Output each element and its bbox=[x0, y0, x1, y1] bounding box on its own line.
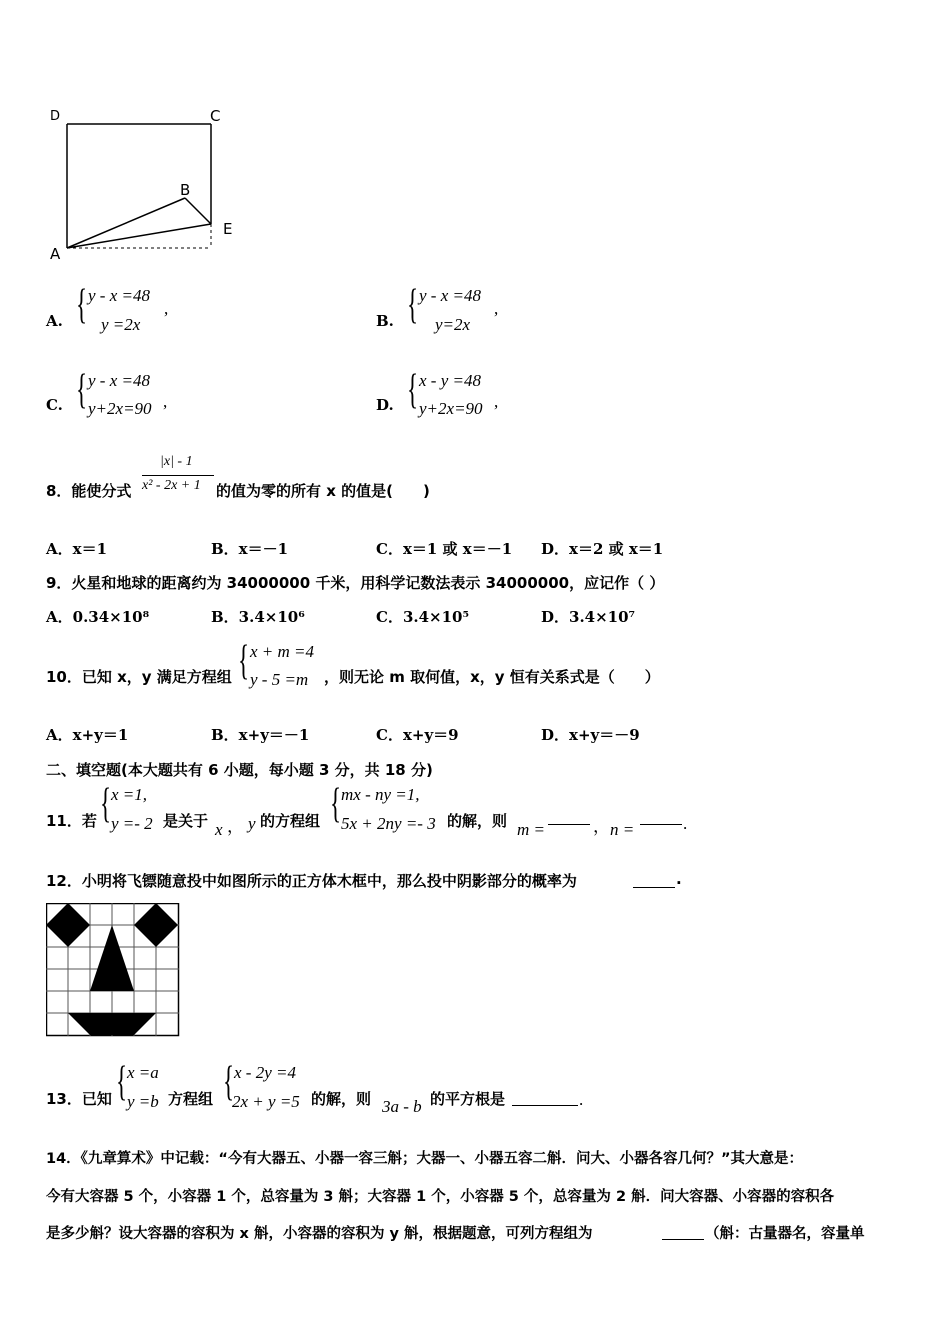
text-q7-D-tail: , bbox=[494, 392, 499, 411]
system-brace: { bbox=[330, 781, 342, 827]
q9-option-a: A．0.34×10⁸ bbox=[46, 608, 150, 626]
label-b: B bbox=[180, 181, 191, 199]
fraction-denominator: x² - 2x + 1 bbox=[142, 478, 201, 493]
text-q13-mid: 方程组 bbox=[168, 1090, 214, 1108]
text-q8-suffix: 的值为零的所有 x 的值是( ) bbox=[216, 482, 430, 500]
text-q10-suffix: ，则无论 m 取何值，x，y 恒有关系式是（ ） bbox=[324, 668, 660, 686]
answer-blank-13[interactable] bbox=[512, 1103, 578, 1106]
text-q7-C-eq1: y - x =48 bbox=[88, 371, 150, 390]
fraction-numerator: |x| - 1 bbox=[160, 454, 193, 469]
text-q7-D-label: D. bbox=[376, 396, 394, 414]
q9-option-b: B．3.4×10⁶ bbox=[211, 608, 305, 626]
text-q11-var-y: y bbox=[248, 814, 256, 833]
text-q14-line2: 今有大容器 5 个，小容器 1 个，总容量为 3 斛；大容器 1 个，小容器 5 个，总容量为 2 斛．问大容器、小容器的容积各 bbox=[46, 1189, 835, 1205]
q8-option-a: A．x＝1 bbox=[46, 540, 108, 558]
label-e: E bbox=[223, 220, 233, 238]
text-q13-expr: 3a - b bbox=[382, 1097, 422, 1116]
text-q11-m-eq: m = bbox=[517, 820, 545, 839]
text-q9-text: 9．火星和地球的距离约为 34000000 千米，用科学记数法表示 34000000，应记作（ ） bbox=[46, 574, 665, 592]
system-brace: { bbox=[76, 367, 88, 413]
text-q13-sys1-eq2: y =b bbox=[127, 1092, 159, 1111]
system-brace: { bbox=[407, 367, 419, 413]
text-q7-A-tail: , bbox=[164, 299, 169, 318]
text-q11-sys2-eq1: mx - ny =1, bbox=[341, 785, 420, 804]
text-q7-A-eq1: y - x =48 bbox=[88, 286, 150, 305]
text-q12-text: 12．小明将飞镖随意投中如图所示的正方体木框中，那么投中阴影部分的概率为 bbox=[46, 872, 577, 890]
q10-option-a: A．x+y＝1 bbox=[46, 726, 129, 744]
text-q14-line3a: 是多少斛？设大容器的容积为 x 斛，小容器的容积为 y 斛，根据题意，可列方程组为 bbox=[46, 1226, 593, 1242]
system-brace: { bbox=[407, 282, 419, 328]
text-q7-B-label: B. bbox=[376, 312, 394, 330]
system-brace: { bbox=[100, 781, 112, 827]
fraction-bar bbox=[142, 475, 214, 476]
geometry-figure bbox=[40, 105, 250, 270]
text-q13-mid2: 的解，则 bbox=[311, 1090, 372, 1108]
text-q11-mid: 是关于 bbox=[163, 812, 209, 830]
text-q14-line1: 14．《九章算术》中记载：“今有大器五、小器一容三斛；大器一、小器五容二斛．问大、小器各容几何？”其大意是： bbox=[46, 1151, 803, 1167]
q8-option-c: C．x＝1 或 x＝－1 bbox=[376, 540, 513, 558]
label-c: C bbox=[210, 107, 221, 125]
text-q11-comma: ， bbox=[227, 817, 244, 836]
text-q8-prefix: 8．能使分式 bbox=[46, 482, 132, 500]
text-q11-suffix: 的解，则 bbox=[447, 812, 508, 830]
text-q11-var-x: x bbox=[215, 820, 223, 839]
section-2-title: 二、填空题(本大题共有 6 小题，每小题 3 分，共 18 分) bbox=[46, 761, 433, 779]
system-brace: { bbox=[116, 1059, 128, 1105]
dartboard-grid-figure bbox=[46, 903, 180, 1037]
text-q7-B-eq2: y=2x bbox=[435, 315, 471, 334]
label-a: A bbox=[50, 245, 61, 263]
answer-blank-n[interactable] bbox=[640, 822, 682, 825]
text-q7-D-eq2: y+2x=90 bbox=[419, 399, 483, 418]
text-q12-end: . bbox=[676, 870, 682, 888]
text-q13-sys1-eq1: x =a bbox=[127, 1063, 159, 1082]
q9-option-d: D．3.4×10⁷ bbox=[541, 608, 636, 626]
text-q7-A-eq2: y =2x bbox=[101, 315, 141, 334]
q8-option-d: D．x＝2 或 x＝1 bbox=[541, 540, 664, 558]
answer-blank-12[interactable] bbox=[633, 885, 675, 888]
text-q13-sys2-eq2: 2x + y =5 bbox=[232, 1092, 300, 1111]
text-q13-sys2-eq1: x - 2y =4 bbox=[234, 1063, 296, 1082]
system-brace: { bbox=[238, 638, 250, 684]
q8-option-b: B．x＝－1 bbox=[211, 540, 289, 558]
text-q7-B-tail: , bbox=[494, 299, 499, 318]
text-q13-prefix: 13．已知 bbox=[46, 1090, 112, 1108]
text-q10-prefix: 10．已知 x，y 满足方程组 bbox=[46, 668, 232, 686]
text-q7-C-tail: , bbox=[163, 392, 168, 411]
text-q11-end: . bbox=[683, 814, 688, 833]
system-brace: { bbox=[223, 1059, 235, 1105]
text-q13-end: . bbox=[579, 1090, 584, 1109]
text-q10-eq1: x + m =4 bbox=[250, 642, 315, 661]
answer-blank-14[interactable] bbox=[662, 1237, 704, 1240]
text-q7-C-label: C. bbox=[46, 396, 63, 414]
text-q11-sys1-eq1: x =1, bbox=[111, 785, 148, 804]
q10-option-b: B．x+y＝－1 bbox=[211, 726, 310, 744]
text-q11-sys2-eq2: 5x + 2ny =- 3 bbox=[341, 814, 436, 833]
text-q13-suffix: 的平方根是 bbox=[430, 1090, 506, 1108]
q9-option-c: C．3.4×10⁵ bbox=[376, 608, 470, 626]
text-q7-D-eq1: x - y =48 bbox=[419, 371, 481, 390]
text-q11-prefix: 11．若 bbox=[46, 812, 97, 830]
text-q7-A-label: A. bbox=[46, 312, 63, 330]
label-d: D bbox=[50, 109, 61, 124]
text-q11-mid2: 的方程组 bbox=[260, 812, 321, 830]
q10-option-d: D．x+y＝－9 bbox=[541, 726, 640, 744]
q10-option-c: C．x+y＝9 bbox=[376, 726, 459, 744]
system-brace: { bbox=[76, 282, 88, 328]
text-q7-B-eq1: y - x =48 bbox=[419, 286, 481, 305]
text-q10-eq2: y - 5 =m bbox=[250, 670, 309, 689]
text-q14-line3b: （斛：古量器名，容量单 bbox=[705, 1226, 865, 1242]
text-q7-C-eq2: y+2x=90 bbox=[88, 399, 152, 418]
text-q11-n-eq: n = bbox=[610, 820, 635, 839]
answer-blank-m[interactable] bbox=[548, 822, 590, 825]
text-q11-sys1-eq2: y =- 2 bbox=[111, 814, 153, 833]
text-q11-sep: ， bbox=[593, 817, 610, 836]
